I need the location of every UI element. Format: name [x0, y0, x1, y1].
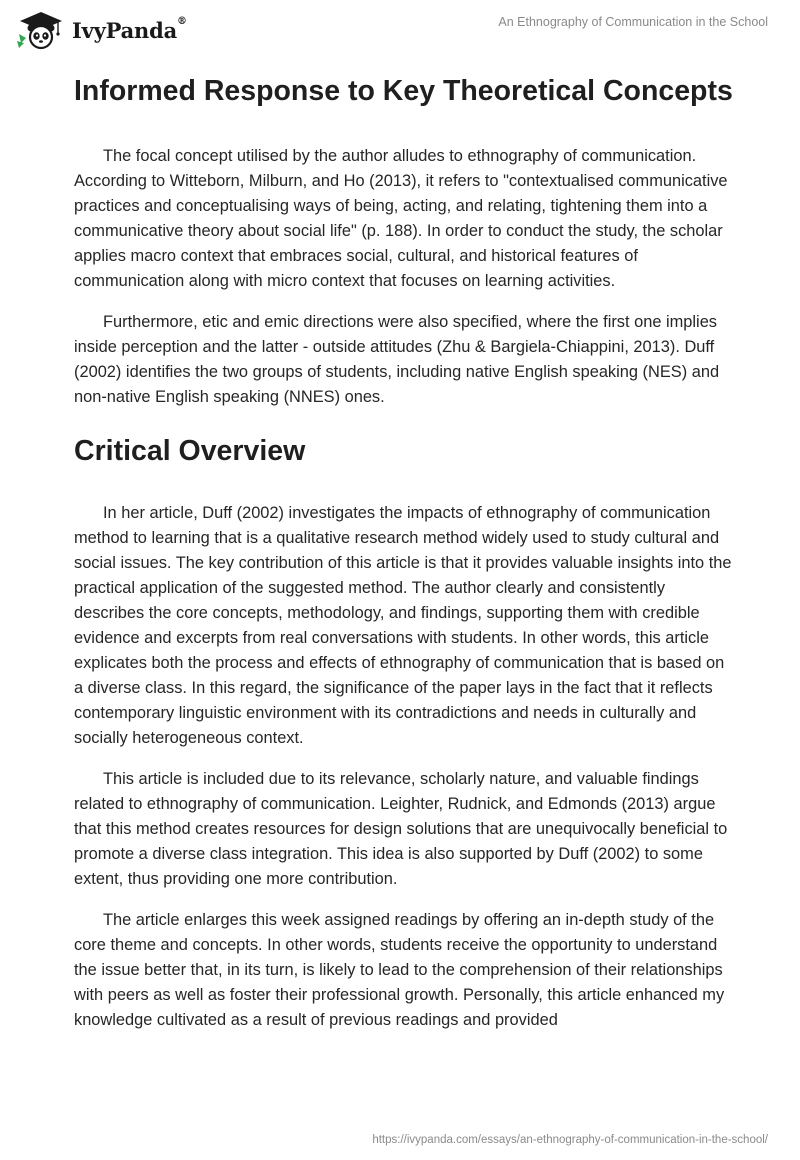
panda-graduate-icon [14, 10, 66, 50]
essay-content [74, 72, 734, 1049]
logo-text [72, 15, 187, 43]
page-header [0, 0, 800, 64]
paragraph: Furthermore, etic and emic directions were also specified, where the first one implies inside perception and the latter - outside attitudes (Zhu & Bargiela-Chiappini, 2013). Duff (2002) identifies the two groups of students, including native English speaking (NES) and non-native English speaking (NNES) ones. [74, 313, 720, 406]
section-heading-critical-overview: Critical Overview [74, 435, 306, 467]
document-title: An Ethnography of Communication in the School [498, 15, 768, 29]
logo-wordmark: IvyPanda [72, 17, 178, 43]
paragraph: The focal concept utilised by the author alludes to ethnography of communication. According to Witteborn, Milburn, and Ho (2013), it refers to "contextualised communicative practices and conceptualising ways of being, acting, and relating, tightening them into a communicative theory about social life" (p. 188). In order to conduct the study, the scholar applies macro context that embraces social, cultural, and historical features of communication along with micro context that focuses on learning activities. [74, 147, 728, 290]
section-heading-informed-response: Informed Response to Key Theoretical Concepts [74, 75, 733, 107]
paragraph: The article enlarges this week assigned readings by offering an in-depth study of the core theme and concepts. In other words, students receive the opportunity to understand the issue better that, in its turn, is likely to lead to the comprehension of their relationships with peers as well as foster their professional growth. Personally, this article enhanced my knowledge cultivated as a result of previous readings and provided [74, 911, 725, 1029]
ivypanda-logo[interactable] [14, 10, 187, 50]
paragraph: This article is included due to its relevance, scholarly nature, and valuable findings related to ethnography of communication. Leighter, Rudnick, and Edmonds (2013) argue that this method creates resources for design solutions that are unequivocally beneficial to promote a diverse class integration. This idea is also supported by Duff (2002) to some extent, thus providing one more contribution. [74, 770, 728, 888]
source-url[interactable]: https://ivypanda.com/essays/an-ethnography-of-communication-in-the-school/ [372, 1134, 768, 1146]
registered-mark: ® [177, 15, 187, 27]
paragraph: In her article, Duff (2002) investigates the impacts of ethnography of communication method to learning that is a qualitative research method widely used to study cultural and social issues. The key contribution of this article is that it provides valuable insights into the practical application of the suggested method. The author clearly and consistently describes the core concepts, methodology, and findings, supporting them with credible evidence and excerpts from real conversations with students. In other words, this article explicates both the process and effects of ethnography of communication that is based on a diverse class. In this regard, the significance of the paper lays in the fact that it reflects contemporary linguistic environment with its contradictions and needs in culturally and socially heterogeneous context. [74, 504, 732, 747]
